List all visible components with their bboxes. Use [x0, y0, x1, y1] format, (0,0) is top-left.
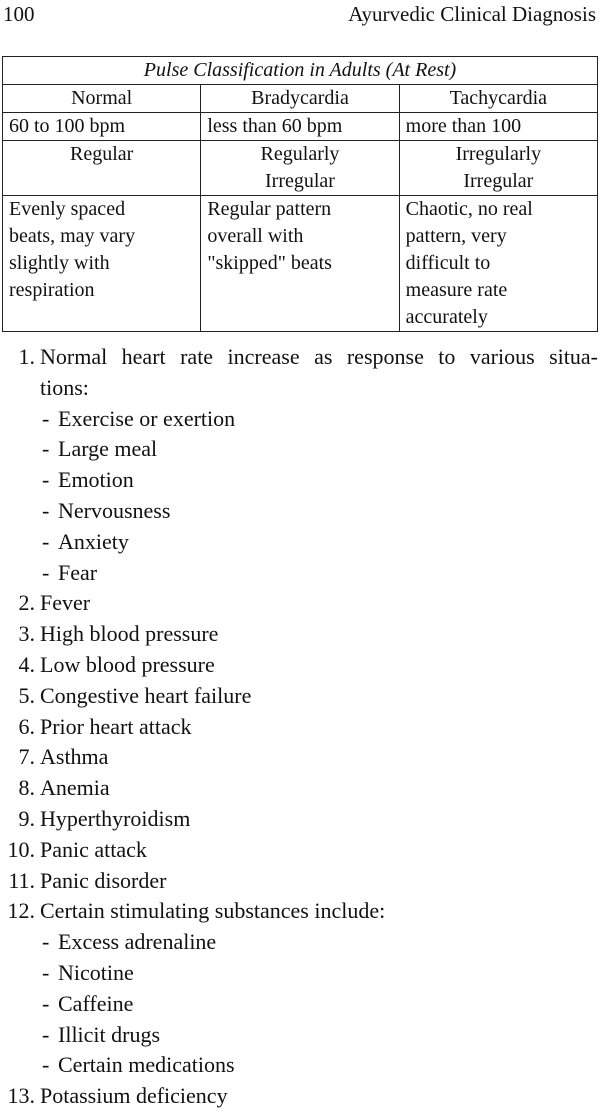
list-item [0, 804, 600, 835]
sub-list-item-text: Large meal [58, 436, 158, 462]
sub-list-item-text: Exercise or exertion [58, 405, 236, 431]
list-item [0, 742, 600, 773]
table-row-rates [3, 113, 598, 141]
list-item-number: 1. [18, 344, 35, 369]
rate-normal: 60 to 100 bpm [3, 113, 201, 141]
list-item [0, 1081, 600, 1112]
list-item [0, 650, 600, 681]
list-item-number: 13. [7, 1083, 35, 1109]
list-item-text: Certain stimulating substances include: [40, 898, 386, 924]
sub-list-item: - Excess adrenaline [0, 927, 600, 958]
list-item-text: Panic disorder [40, 867, 167, 893]
sub-list-item-text: Illicit drugs [58, 1021, 161, 1047]
list-item [0, 896, 600, 927]
list-item-number: 5. [18, 682, 35, 708]
list-item [0, 588, 600, 619]
rate-bradycardia: less than 60 bpm [201, 113, 399, 141]
description-line: measure rate [405, 279, 508, 301]
sub-list-item-text: Emotion [58, 467, 134, 493]
sub-list-item: - Nicotine [0, 958, 600, 989]
rate-tachycardia: more than 100 [399, 113, 597, 141]
sub-list-item: - Nervousness [0, 496, 600, 527]
rhythm-line: Irregularly [455, 143, 542, 165]
list-item-number: 9. [18, 805, 35, 831]
list-item [0, 773, 600, 804]
list-item-number: 12. [7, 898, 35, 924]
description-bradycardia [201, 196, 399, 332]
list-item [0, 681, 600, 712]
rhythm-line: Regular [70, 143, 134, 165]
description-line: difficult to [405, 252, 491, 274]
list-item-text: Asthma [40, 744, 109, 770]
rhythm-line: Irregular [463, 170, 534, 192]
description-line: slightly with [9, 252, 110, 274]
sub-list-item: - Fear [0, 558, 600, 589]
sub-list-item: - Large meal [0, 434, 600, 465]
list-item [0, 619, 600, 650]
list-item-text: tions: [40, 374, 89, 400]
sub-list-item: - Anxiety [0, 527, 600, 558]
list-item-number: 3. [18, 621, 35, 647]
list-item-text: Congestive heart failure [40, 682, 252, 708]
description-line: Chaotic, no real [405, 198, 533, 220]
list-item-text: Panic attack [40, 836, 147, 862]
list-item-number: 6. [18, 713, 35, 739]
list-item-number: 7. [18, 744, 35, 770]
rhythm-line: Regularly [260, 143, 340, 165]
sub-list-item: - Exercise or exertion [0, 404, 600, 435]
table-header-row [3, 85, 598, 113]
sub-list-item-text: Anxiety [58, 528, 129, 554]
column-header-tachycardia: Tachycardia [399, 85, 597, 113]
list-item-number: 4. [18, 651, 35, 677]
list-item [0, 866, 600, 897]
rhythm-normal [3, 141, 201, 196]
description-line: "skipped" beats [207, 252, 332, 274]
column-header-normal: Normal [3, 85, 201, 113]
description-tachycardia [399, 196, 597, 332]
sub-list-item-text: Certain medications [58, 1052, 235, 1078]
description-line: Regular pattern [207, 198, 332, 220]
list-item-text: Normal heart rate increase as response to various situa- [40, 344, 598, 369]
list-item-continuation [0, 373, 600, 404]
sub-list-item-text: Caffeine [58, 990, 134, 1016]
list-item-text: Prior heart attack [40, 713, 192, 739]
description-line: pattern, very [405, 225, 507, 247]
running-head [0, 2, 600, 38]
list-item [0, 712, 600, 743]
list-item-number: 10. [7, 836, 35, 862]
description-line: Evenly spaced [9, 198, 126, 220]
sub-list-item-text: Nicotine [58, 959, 134, 985]
sub-list-item-text: Nervousness [58, 497, 171, 523]
list-item [0, 342, 600, 373]
sub-list-item-text: Fear [58, 559, 98, 585]
list-item-text: Fever [40, 590, 91, 616]
column-header-bradycardia: Bradycardia [201, 85, 399, 113]
sub-list-item: - Illicit drugs [0, 1020, 600, 1051]
table-row-descriptions [3, 196, 598, 332]
list-item-text: Potassium deficiency [40, 1083, 228, 1109]
page-number: 100 [3, 2, 35, 26]
sub-list-item-text: Excess adrenaline [58, 929, 217, 955]
list-item-number: 11. [8, 867, 35, 893]
book-title: Ayurvedic Clinical Diagnosis [348, 2, 596, 26]
sub-list-item: - Certain medications [0, 1050, 600, 1081]
list-item-text: High blood pressure [40, 621, 219, 647]
rhythm-tachycardia [399, 141, 597, 196]
list-item-number: 8. [18, 775, 35, 801]
table-row-rhythms [3, 141, 598, 196]
description-line: respiration [9, 279, 95, 301]
table-caption: Pulse Classification in Adults (At Rest) [3, 57, 598, 85]
list-item-number: 2. [18, 590, 35, 616]
list-item-text: Low blood pressure [40, 651, 215, 677]
sub-list-item: - Caffeine [0, 989, 600, 1020]
description-line: overall with [207, 225, 304, 247]
list-item-text: Hyperthyroidism [40, 805, 191, 831]
description-line: accurately [405, 306, 488, 328]
table-caption-row [3, 57, 598, 85]
list-item [0, 835, 600, 866]
description-line: beats, may vary [9, 225, 136, 247]
pulse-classification-table [2, 56, 598, 332]
list-item-text: Anemia [40, 775, 110, 801]
description-normal [3, 196, 201, 332]
rhythm-line: Irregular [265, 170, 335, 192]
rhythm-bradycardia [201, 141, 399, 196]
causes-list [0, 342, 600, 1112]
sub-list-item: - Emotion [0, 465, 600, 496]
